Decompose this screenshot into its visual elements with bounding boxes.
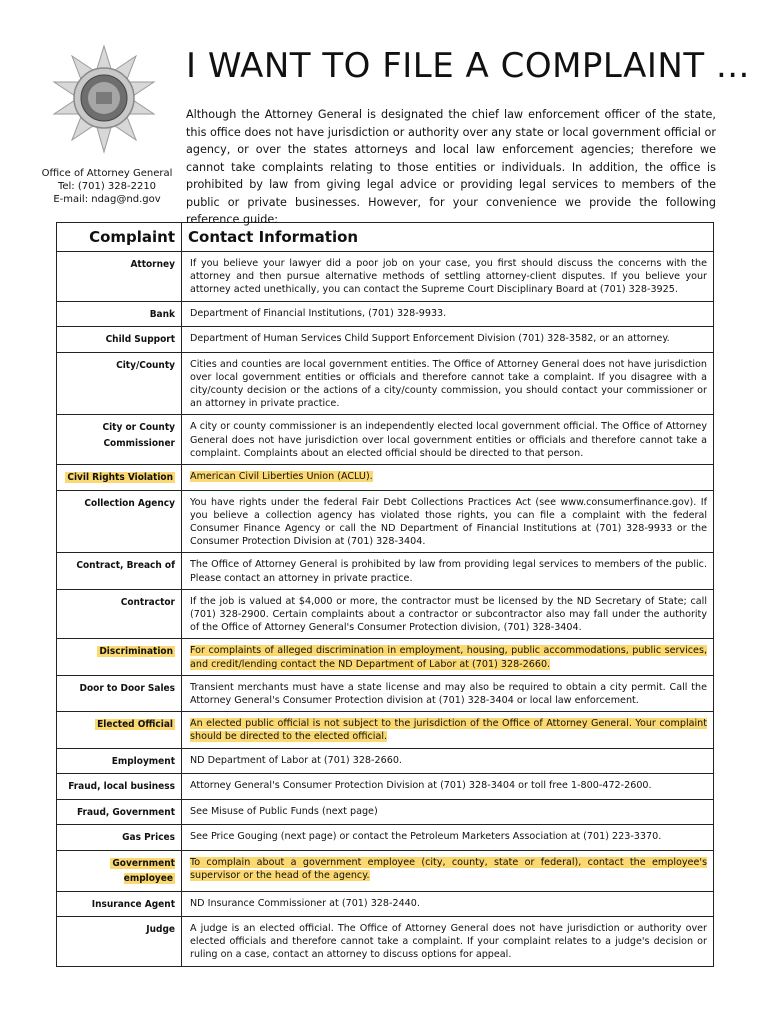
table-row <box>57 675 714 711</box>
complaint-category-cell <box>57 799 182 825</box>
contact-info-text: An elected public official is not subject to the jurisdiction of the Office of Attorney General. Your complaint should be directed to the elected official. <box>190 718 707 743</box>
contact-info-cell <box>182 774 714 800</box>
complaint-category: Fraud, local business <box>68 781 175 793</box>
contact-info-text: ND Insurance Commissioner at (701) 328-2440. <box>190 897 420 909</box>
office-name: Office of Attorney General <box>41 168 173 179</box>
complaint-category: Employment <box>111 755 175 767</box>
column-header-complaint: Complaint <box>57 223 182 252</box>
complaint-category-cell <box>57 850 182 891</box>
complaint-category-cell <box>57 917 182 967</box>
table-row <box>57 327 714 353</box>
complaint-category: Contractor <box>120 596 175 608</box>
contact-info-text: A judge is an elected official. The Office of Attorney General does not have jurisdiction or authority over elected officials and therefore cannot take a complaint. If your complaint relates to a judge's decision or ruling on a case, contact an attorney to discuss options for appeal. <box>190 923 707 961</box>
complaint-category-cell <box>57 825 182 851</box>
contact-info-cell <box>182 327 714 353</box>
table-row <box>57 891 714 917</box>
office-email: E-mail: ndag@nd.gov <box>53 194 161 205</box>
office-phone: Tel: (701) 328-2210 <box>57 181 157 192</box>
table-row <box>57 850 714 891</box>
complaint-category-cell <box>57 639 182 675</box>
table-row <box>57 712 714 748</box>
table-row <box>57 825 714 851</box>
complaint-category-cell <box>57 327 182 353</box>
complaint-reference-table <box>56 222 714 967</box>
complaint-category: Child Support <box>105 334 175 346</box>
table-row <box>57 589 714 639</box>
complaint-category: Discrimination <box>99 646 173 658</box>
contact-info-text: See Misuse of Public Funds (next page) <box>190 805 378 817</box>
contact-info-cell <box>182 352 714 415</box>
complaint-category-cell <box>57 465 182 491</box>
complaint-category: City/County <box>116 359 175 371</box>
complaint-category: Collection Agency <box>84 497 175 509</box>
contact-info-cell <box>182 850 714 891</box>
contact-info-cell <box>182 825 714 851</box>
contact-info-text: For complaints of alleged discrimination in employment, housing, public accommodations, public services, and credit/lending contact the ND Department of Labor at (701) 328-2660. <box>190 645 707 670</box>
contact-info-cell <box>182 748 714 774</box>
contact-info-cell <box>182 252 714 302</box>
complaint-category-cell <box>57 675 182 711</box>
table-row <box>57 490 714 553</box>
contact-info-cell <box>182 553 714 589</box>
complaint-category-cell <box>57 891 182 917</box>
contact-info-cell <box>182 917 714 967</box>
complaint-category: Government employee <box>112 857 175 885</box>
contact-info-cell <box>182 589 714 639</box>
contact-info-text: See Price Gouging (next page) or contact the Petroleum Marketers Association at (701) 223-3370. <box>190 831 662 843</box>
complaint-category: Door to Door Sales <box>79 682 175 694</box>
complaint-category-cell <box>57 490 182 553</box>
table-header-row <box>57 223 714 252</box>
complaint-category: City or County Commissioner <box>102 422 175 449</box>
contact-info-cell <box>182 712 714 748</box>
column-header-contact: Contact Information <box>182 223 714 252</box>
contact-info-text: A city or county commissioner is an independently elected local government official. The Office of Attorney General does not have jurisdiction over local government entities or officials and therefore cannot take a complaint. Complaints about an elected official should be directed to that person. <box>190 421 707 459</box>
complaint-category-cell <box>57 774 182 800</box>
contact-info-cell <box>182 490 714 553</box>
contact-info-text: To complain about a government employee (city, county, state or federal), contact the employee's supervisor or the head of the agency. <box>190 856 707 881</box>
complaint-category: Civil Rights Violation <box>67 472 173 484</box>
complaint-category: Gas Prices <box>122 832 175 844</box>
contact-info-text: Department of Human Services Child Support Enforcement Division (701) 328-3582, or an attorney. <box>190 333 670 345</box>
table-row <box>57 553 714 589</box>
contact-info-cell <box>182 639 714 675</box>
table-row <box>57 301 714 327</box>
complaint-category: Insurance Agent <box>91 898 175 910</box>
page-title: I WANT TO FILE A COMPLAINT ... <box>186 46 750 86</box>
contact-info-text: American Civil Liberties Union (ACLU). <box>190 471 373 483</box>
contact-info-text: If you believe your lawyer did a poor job on your case, you first should discuss the concerns with the attorney and then pursue alternative methods of settling attorney-client disputes. If you believe your attorney acted unethically, you can contact the Supreme Court Disciplinary Board at (701) 328-3925. <box>190 258 707 296</box>
table-row <box>57 639 714 675</box>
contact-info-text: ND Department of Labor at (701) 328-2660. <box>190 754 402 766</box>
contact-info-text: Cities and counties are local government entities. The Office of Attorney General does not have jurisdiction over local government entities or officials and therefore cannot take a complaint. If you disagree with a city/county decision or the actions of a city/county commission, you should contact your commissioner or an attorney in private practice. <box>190 358 707 410</box>
complaint-category-cell <box>57 589 182 639</box>
table-row <box>57 799 714 825</box>
contact-info-cell <box>182 301 714 327</box>
contact-info-text: The Office of Attorney General is prohibited by law from providing legal services to members of the public. Please contact an attorney in private practice. <box>190 559 707 584</box>
contact-info-cell <box>182 891 714 917</box>
complaint-category-cell <box>57 553 182 589</box>
complaint-category-cell <box>57 748 182 774</box>
complaint-category-cell <box>57 352 182 415</box>
complaint-category: Bank <box>149 308 175 320</box>
contact-info-text: Attorney General's Consumer Protection Division at (701) 328-3404 or toll free 1-800-472-2600. <box>190 780 652 792</box>
intro-paragraph: Although the Attorney General is designated the chief law enforcement officer of the state, this office does not have jurisdiction or authority over any state or local government official or agency, or over the states attorneys and local law enforcement agencies; therefore we cannot take complaints relating to those entities or individuals. In addition, the office is prohibited by law from giving legal advice or providing legal services to members of the public or private businesses. However, for your convenience we provide the following reference guide: <box>186 108 716 226</box>
table-row <box>57 774 714 800</box>
contact-info-cell <box>182 415 714 465</box>
table-row <box>57 415 714 465</box>
complaint-category-cell <box>57 301 182 327</box>
complaint-category-cell <box>57 252 182 302</box>
contact-info-cell <box>182 799 714 825</box>
contact-info-text: If the job is valued at $4,000 or more, the contractor must be licensed by the ND Secretary of State; call (701) 328-2900. Certain complaints about a contractor or subcontractor also may fall under the authority of the Office of Attorney General's Consumer Protection division, (701) 328-3404. <box>190 595 707 634</box>
complaint-category-cell <box>57 712 182 748</box>
table-row <box>57 252 714 302</box>
contact-info-text: Department of Financial Institutions, (701) 328-9933. <box>190 307 447 319</box>
state-seal-logo <box>52 44 156 154</box>
table-row <box>57 917 714 967</box>
complaint-category: Contract, Breach of <box>76 560 175 572</box>
table-row <box>57 465 714 491</box>
complaint-category-cell <box>57 415 182 465</box>
office-contact-block <box>40 167 174 206</box>
table-row <box>57 748 714 774</box>
complaint-category: Judge <box>146 924 175 936</box>
contact-info-text: Transient merchants must have a state license and may also be required to obtain a city permit. Call the Attorney General's Consumer Protection division at (701) 328-3404 or local law enforcement. <box>190 681 707 706</box>
table-row <box>57 352 714 415</box>
complaint-category: Fraud, Government <box>77 806 175 818</box>
contact-info-text: You have rights under the federal Fair Debt Collections Practices Act (see www.consumerfinance.gov). If you believe a collection agency has violated those rights, you can file a complaint with the federal Consumer Finance Agency or call the ND Department of Financial Institutions at (701) 328-9933 or the Consumer Protection Division at (701) 328-3404. <box>190 496 707 548</box>
complaint-category: Attorney <box>130 259 175 270</box>
complaint-category: Elected Official <box>97 719 173 731</box>
contact-info-cell <box>182 675 714 711</box>
contact-info-cell <box>182 465 714 491</box>
